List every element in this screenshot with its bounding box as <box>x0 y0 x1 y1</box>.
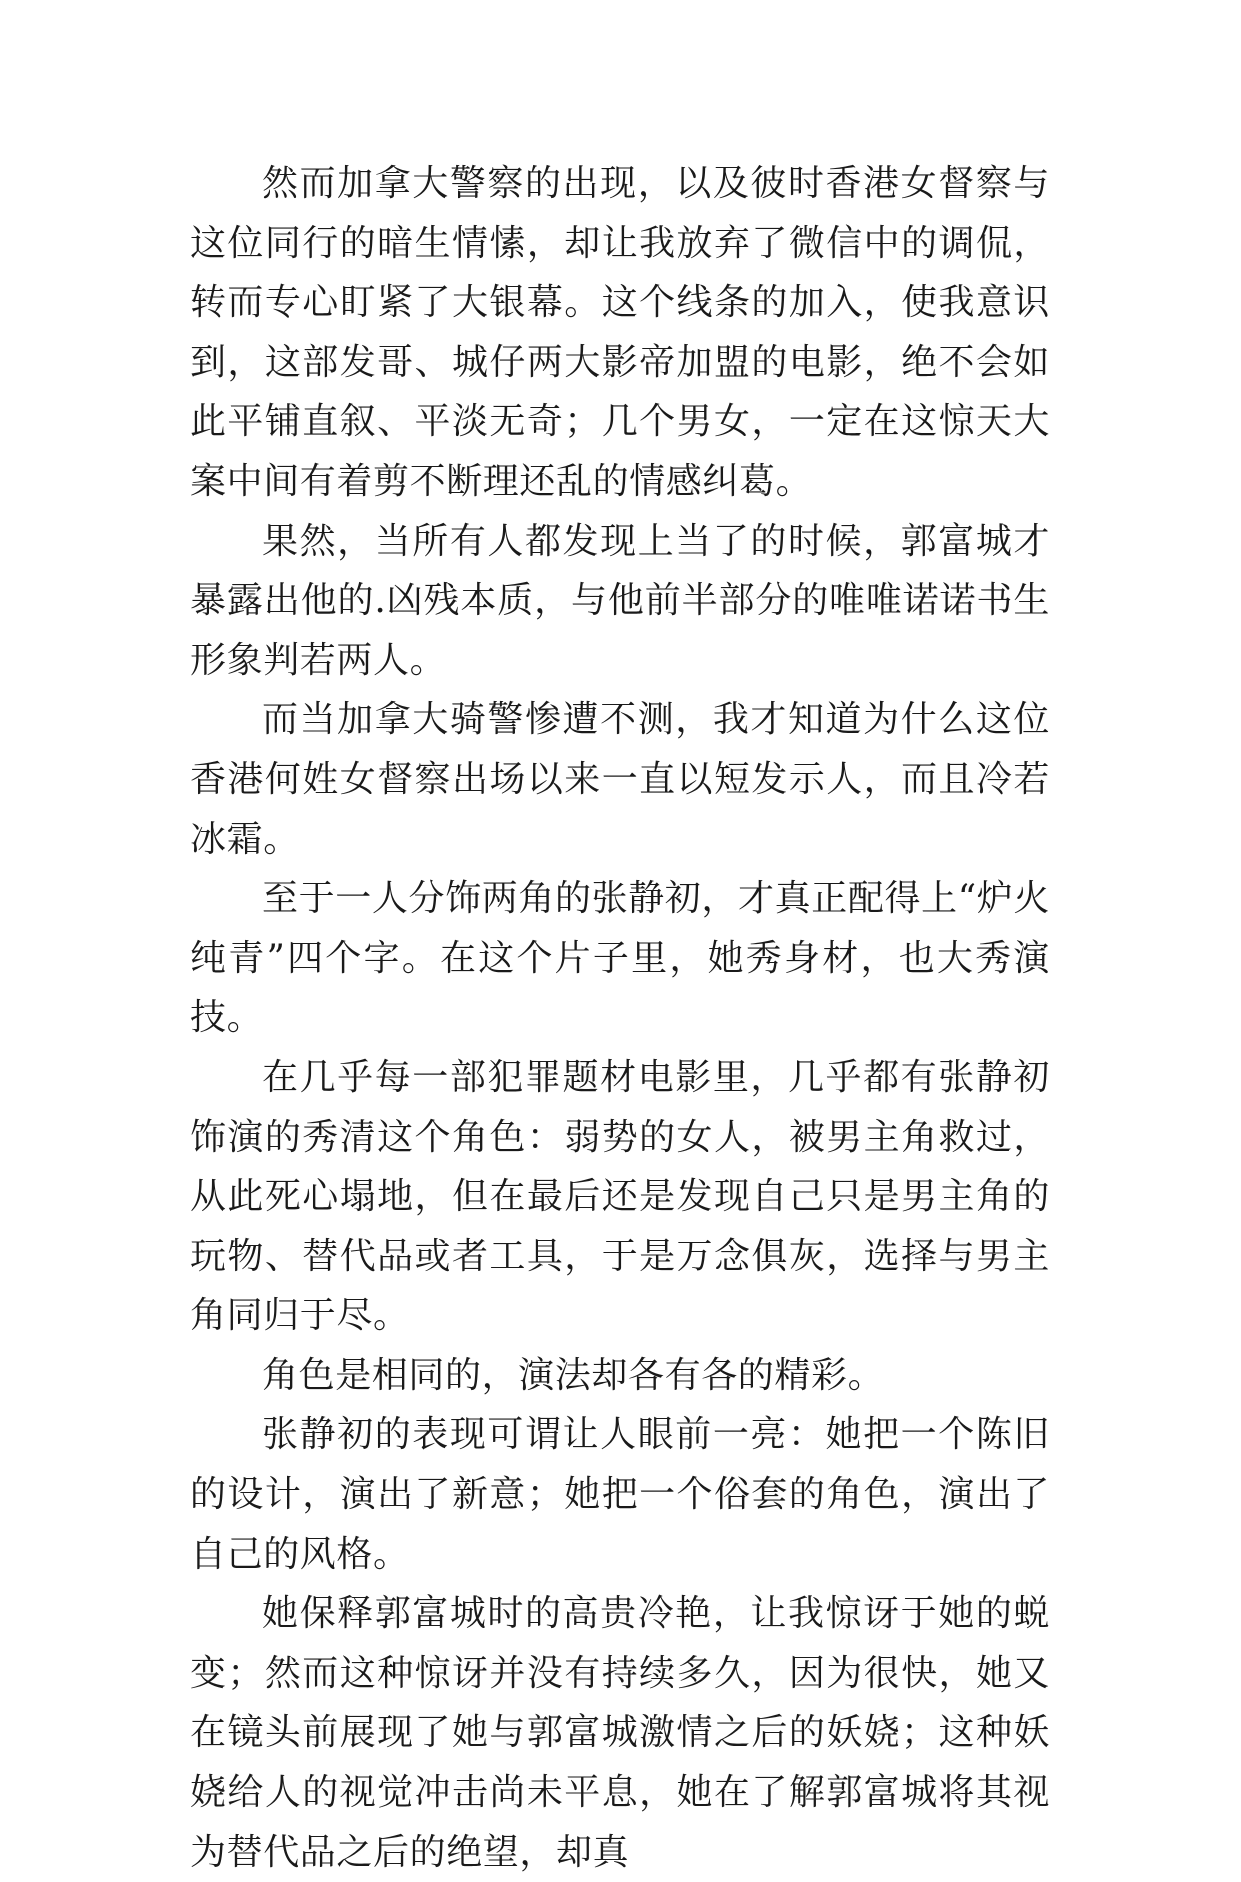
paragraph: 然而加拿大警察的出现，以及彼时香港女督察与这位同行的暗生情愫，却让我放弃了微信中的调侃，转而专心盯紧了大银幕。这个线条的加入，使我意识到，这部发哥、城仔两大影帝加盟的电影，绝不会如此平铺直叙、平淡无奇；几个男女，一定在这惊天大案中间有着剪不断理还乱的情感纠葛。 <box>190 163 1050 502</box>
paragraph: 角色是相同的，演法却各有各的精彩。 <box>262 1354 885 1396</box>
article-body <box>190 154 1050 1882</box>
paragraph: 她保释郭富城时的高贵冷艳，让我惊讶于她的蜕变；然而这种惊讶并没有持续多久，因为很快，她又在镜头前展现了她与郭富城激情之后的妖娆；这种妖娆给人的视觉冲击尚未平息，她在了解郭富城将其视为替代品之后的绝望，却真 <box>190 1593 1050 1873</box>
paragraph: 而当加拿大骑警惨遭不测，我才知道为什么这位香港何姓女督察出场以来一直以短发示人，而且冷若冰霜。 <box>190 699 1050 860</box>
paragraph: 至于一人分饰两角的张静初，才真正配得上“炉火纯青”四个字。在这个片子里，她秀身材，也大秀演技。 <box>190 878 1050 1039</box>
paragraph: 在几乎每一部犯罪题材电影里，几乎都有张静初饰演的秀清这个角色：弱势的女人，被男主角救过，从此死心塌地，但在最后还是发现自己只是男主角的玩物、替代品或者工具，于是万念俱灰，选择与男主角同归于尽。 <box>190 1056 1050 1337</box>
paragraph: 果然，当所有人都发现上当了的时候，郭富城才暴露出他的.凶残本质，与他前半部分的唯唯诺诺书生形象判若两人。 <box>190 520 1050 681</box>
paragraph: 张静初的表现可谓让人眼前一亮：她把一个陈旧的设计，演出了新意；她把一个俗套的角色，演出了自己的风格。 <box>190 1414 1050 1575</box>
